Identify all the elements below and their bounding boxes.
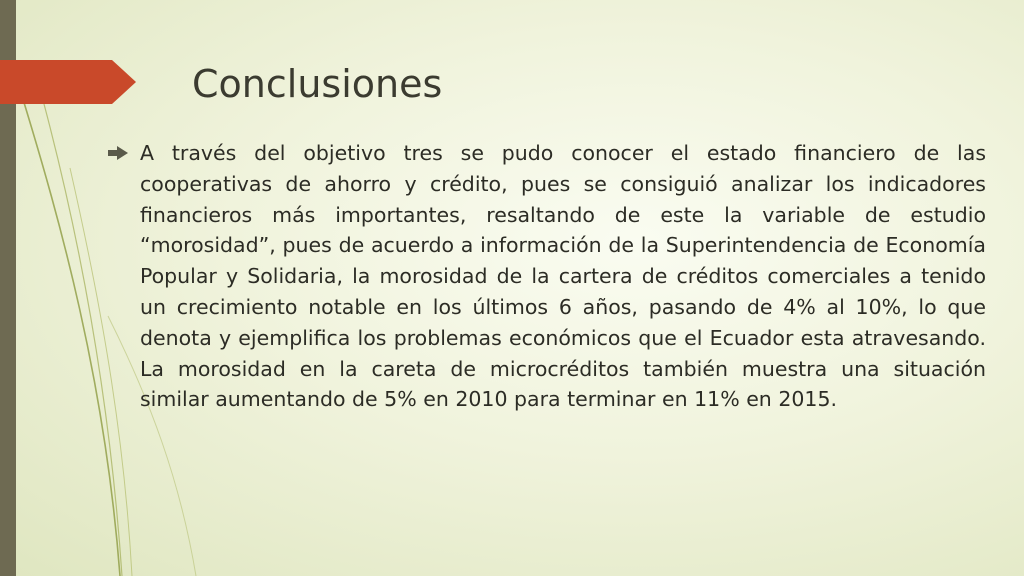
- arrow-bullet-icon: [108, 145, 132, 161]
- bullet-text: A través del objetivo tres se pudo conocer el estado financiero de las cooperativas de ahorro y crédito, pues se consiguió analizar los indicadores financieros más importantes, resaltando de este la variable de estudio “morosidad”, pues de acuerdo a información de la Superintendencia de Economía Popular y Solidaria, la morosidad de la cartera de créditos comerciales a tenido un crecimiento notable en los últimos 6 años, pasando de 4% al 10%, lo que denota y ejemplifica los problemas económicos que el Ecuador esta atravesando. La morosidad en la careta de microcréditos también muestra una situación similar aumentando de 5% en 2010 para terminar en 11% en 2015.: [140, 141, 986, 412]
- title-accent-tab: [0, 60, 136, 104]
- slide-title: Conclusiones: [192, 62, 443, 106]
